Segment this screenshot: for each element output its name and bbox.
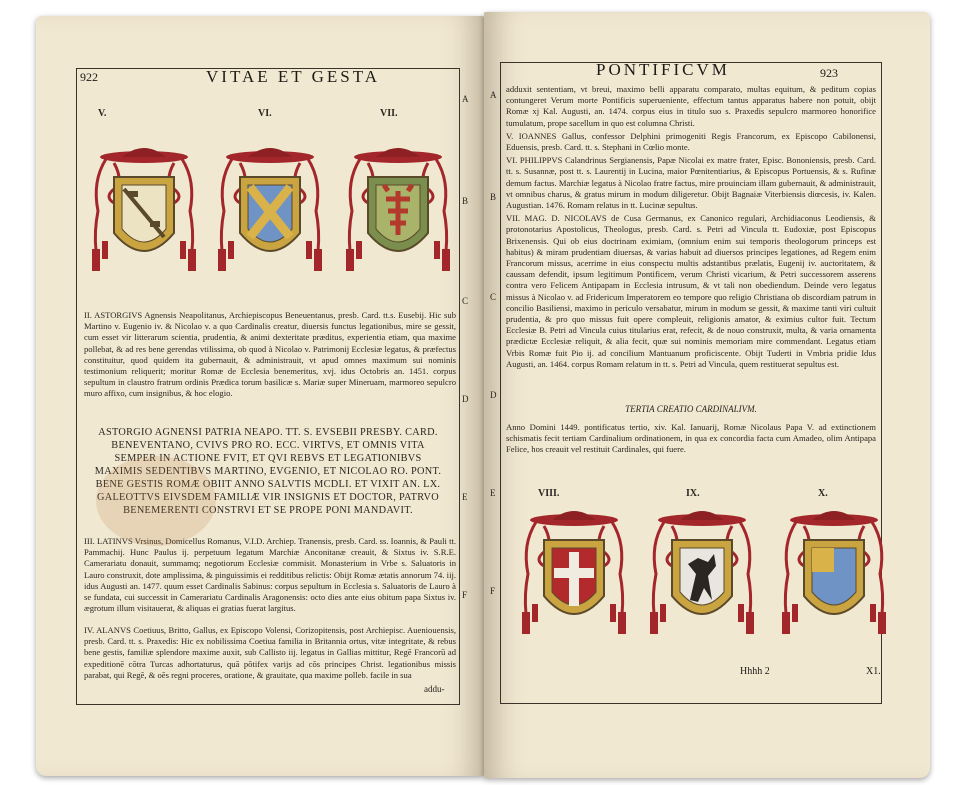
margin-letter-a: A [462,94,469,104]
shield-icon [544,540,604,614]
section-heading: TERTIA CREATIO CARDINALIVM. [625,404,757,414]
galero-hat-icon [354,148,442,163]
page-number: 922 [80,70,98,84]
coat-of-arms-viii [514,504,634,644]
paragraph-astorgius: II. ASTORGIVS Agnensis Neapolitanus, Archiepiscopus Beneuentanus, presb. Card. tt.s. Eusebij. Hic sub Martino v. Eugenio iv. & Nicolao v. a quo Cardinalis creatur, diuersis functus legationibus, mire se gessit, cum esset vir litterarum scientia, prudentia, & animi dexteritate præditus, experientia etiam, qua maxime pollebat, & ad res bene gerendas vtilissima, ob quod à Nicolao v. Patrimonij Ecclesiæ legatus, & præfectus constituitur, quod quidem ita gubernauit, & administrauit, vt apud omnes maximum sui nominis testimonium reliquerit; moritur Romæ de Ecclesia benemeritus, xvj. idus Octobris an. 1451. corpus sepultum in claustro fratrum ordinis Prædica torum basilicæ s. Mariæ super Mineruam, marmoreo sepulcro muro affixo, cum insignibus, & hoc elogio. [84,310,456,399]
margin-letter-a: A [490,90,497,100]
numeral-v: V. [98,108,107,119]
galero-hat-icon [100,148,188,163]
margin-letter-f: F [462,590,468,600]
margin-letter-c: C [462,296,469,306]
coat-of-arms-x [774,504,894,644]
catchword: addu- [424,684,445,694]
paragraph-continuation: adduxit sententiam, vt breui, maximo belli apparatu comparato, multas equitum, & peditum copias contungeret Verum morte Pontificis superueniente, effectum tantus apparatus habere non potuit, obijt Romæ xj Kal. Augusti, an. 1474. corpus eius in titulo suo s. Praxedis sepulcro marmoreo honorifice tumulatum, prope sacellum in quo est columna Christi. V. IOANNES Gallus, confessor Delphini primogeniti Regis Francorum, ex Episcopo Cabilonensi, Eduensis, presb. Card. tt. s. Stephani in Cœlio monte. VI. PHILIPPVS Calandrinus Sergianensis, Papæ Nicolai ex matre frater, Episc. Bononiensis, presb. Card. tt. s. Susannæ, post tt. s. Laurentij in Lucina, maior Pœnitentiarius, & Episcopus Portuensis, & s. Rufinæ demum factus. Marchiæ legatus à Nicolao fratre factus, mire prouinciam illam gubernauit, & administrauit, vt omnibus charus, & gratus mirum in modum diligeretur. Obijt Bagnaiæ Viterbiensis diœcesis, iv. Kalen. Augustian. 1476. Romam relatus in tt. Lucinæ sepultus. VII. MAG. D. NICOLAVS de Cusa Germanus, ex Canonico regulari, Archidiaconus Leodiensis, & protonotarius Apostolicus, Theologus, presb. Card. s. Petri ad Vincula tt. Eudoxiæ, post Episcopus Brixenensis. Qui ob eius doctrinam eximiam, (omnium enim sui temporis theologorum princeps est habitus) & miram prudentiam diuersas, & varias habuit ad diuersos principes legationes, ad Regem enim Francorum missus, acerrime in eius conspectu multis adstantibus prælatis, Eugenij iv. auctoritatem, & caussam defendit, ipsum legitimum Pontificem, verum Christi vicarium, & Petri successorem asserens contra vero Felicem Antipapam in Ecclesia intrusum, & vt tali non obediendum. Deinde vero legatus missus à Nicolao v. ad Fridericum Imperatorem eo tempore quo religio Christiana ob discordiam patrum in concilio Basiliensi, maximo in periculo versabatur, mirum in modum se gessit, & maxime tanti viri cultuit prudentia, & pro quo missus fuit opere compleuit, religionis amator, & eximius cultor fuit. Tectum Ecclesiæ B. Petri ad Vincula cuius titularius erat, refecit, & de nouo construxit, multa, & varia ornamenta prædictæ Ecclesiæ reliquit, & alia fecit, quæ sui nominis memoriam mire commendant. Legatus etiam Vrbis Romæ fuit Pio ij. ad concilium Mantuanum proficiscente. Obijt Tuderti in Vmbria pridie Idus Augusti, an. 1464. corpus Romam relatum in tt. s. Petri ad Vincula, quem restituerat sepultus est. [506,84,876,369]
margin-letter-d: D [462,394,469,404]
galero-hat-icon [658,511,746,526]
galero-hat-icon [530,511,618,526]
numeral-x: X. [818,488,828,499]
coat-of-arms-vi [210,141,330,281]
galero-hat-icon [790,511,878,526]
numeral-viii: VIII. [538,488,560,499]
paragraph-latinus: III. LATINVS Vrsinus, Domicellus Romanus, V.I.D. Archiep. Tranensis, presb. Card. ss. Ioannis, & Pauli tt. Pammachij. Hunc Paulus ij. perpetuum legatum Marchiæ Anconitanæ creauit, & Sixtus iv. S.R.E. Camerariatu donauit, summamq; negotiorum Ecclesiæ commisit. Monasterium in Vrbe s. Saluatoris in Lauro construxit, dote amplissima, & pinguissimis ei redditibus relictis: Obijt Romæ ætatis annorum 74. iij. idus Augusti an. 1477. quum esset Cardinalis Sabinus: corpus sepultum in Ecclesia s. Saluatoris de Lauro à se fundata, cui successit in Camerariatu Cardinalis Aragonensis: octo dies ante eius obitum papa Sixtus iv. ægrotum illum visitauerat, & aliquas ei gratias fuerat largitus. [84,536,456,614]
numeral-vii: VII. [380,108,398,119]
shield-icon [804,540,864,614]
margin-letter-c: C [490,292,497,302]
right-page [484,12,930,778]
shield-icon [114,177,174,251]
margin-letter-e: E [490,488,496,498]
margin-letter-f: F [490,586,496,596]
signature-mark: Hhhh 2 [740,666,770,677]
epitaph: ASTORGIO AGNENSI PATRIA NEAPO. TT. S. EVSEBII PRESBY. CARD. BENEVENTANO, CVIVS PRO RO. ECC. VIRTVS, ET OMNIS VITA SEMPER IN ACTIONE FVIT, ET QVI REBVS ET LEGATIONIBVS MAXIMIS SEDENTIBVS MARTINO, EVGENIO, ET NICOLAO RO. PONT. BENE GESTIS ROMÆ OBIIT ANNO SALVTIS MCDLI. ET VIXIT AN. LX. GALEOTTVS EIVSDEM FAMILIÆ VIR INSIGNIS ET DOCTOR, PATRVO BENEMERENTI CONSTRVI ET SE PROPE PONI MANDAVIT. [94,427,442,516]
coat-of-arms-vii [338,141,458,281]
running-title: PONTIFICVM [596,60,730,79]
paper-stain [96,456,216,546]
coat-of-arms-ix [642,504,762,644]
corner-mark: X1. [866,666,881,677]
page-number: 923 [820,66,838,80]
paragraph-alanus: IV. ALANVS Coetiuus, Britto, Gallus, ex Episcopo Volensi, Corizopitensis, post Archiepisc. Aueniouensis, presb. Card. tt. s. Praxedis: Hic ex nobilissima Coetiua familia in Britannia ortus, vitæ integritate, & rebus bene gestis, familiæ splendore maxime auxit, sub Callisto iij. legatus in Gallias mittitur, Regē Francorū ad expeditionē cōtra Turcas adhortaturus, quā pōtifex varijs ad cōs principes Christ. legationibus missis parabat, qui Regē, & oēs regni proceres, oratione, & grauitate, qua maxime polleb. facile in sua [84,625,456,680]
margin-letter-b: B [490,192,497,202]
shield-icon [672,540,732,614]
shield-icon [240,177,300,251]
numeral-vi: VI. [258,108,272,119]
left-page [36,16,484,776]
shield-icon [368,177,428,251]
numeral-ix: IX. [686,488,700,499]
galero-hat-icon [226,148,314,163]
margin-letter-e: E [462,492,468,502]
paragraph-third-creation: Anno Domini 1449. pontificatus tertio, xiv. Kal. Ianuarij, Romæ Nicolaus Papa V. ad extinctionem schismatis fecit tertiam Cardinalium ordinationem, in qua ex concordia facta cum Amadeo, olim Antipapa Felice, hos creauit vel restituit Cardinales, qui fuere. [506,422,876,455]
margin-letter-b: B [462,196,469,206]
running-title: VITAE ET GESTA [206,67,380,86]
margin-letter-d: D [490,390,497,400]
coat-of-arms-v [84,141,204,281]
